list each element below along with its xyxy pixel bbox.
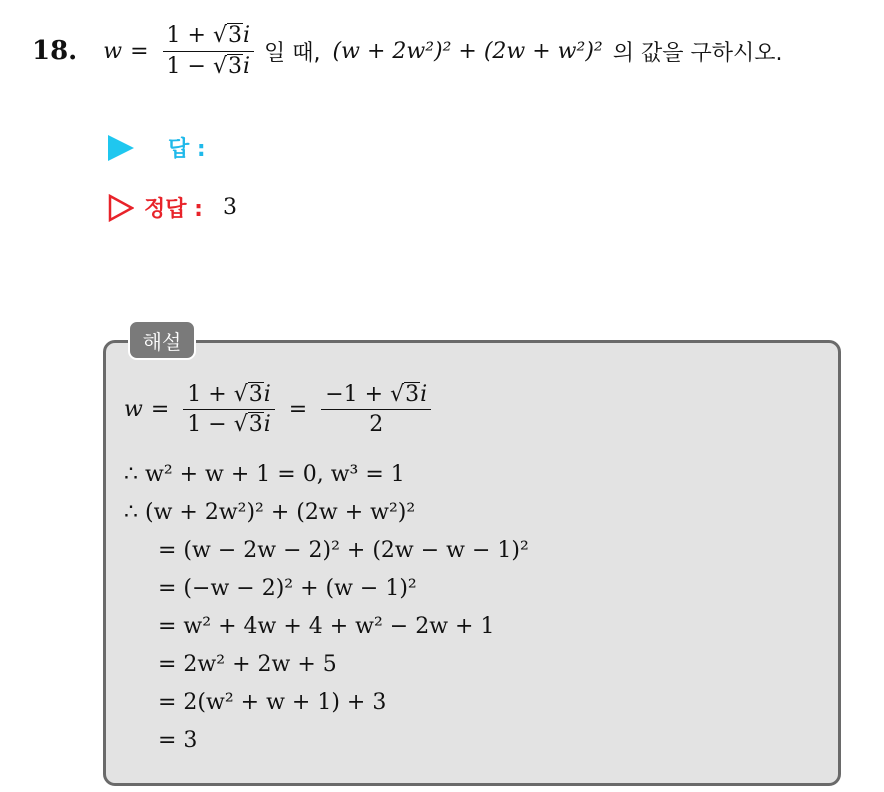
solution-line-3: ∴ (w + 2w²)² + (2w + w²)² <box>124 500 416 525</box>
problem-expression: (w + 2w²)² + (2w + w²)² <box>332 38 603 64</box>
fraction-numerator <box>183 382 275 410</box>
fraction-denominator: 2 <box>369 412 384 438</box>
radicand: 3 <box>248 382 263 407</box>
solution-line-9: = 3 <box>158 728 198 753</box>
correct-answer-label: 정답 : <box>144 197 203 222</box>
numerator-text: 1 + <box>187 382 227 407</box>
solution-tag: 해설 <box>128 320 196 360</box>
problem-equals: = <box>130 38 149 64</box>
fraction-numerator <box>163 23 255 51</box>
imag-unit: i <box>242 53 251 79</box>
outline-arrow-icon <box>108 194 134 222</box>
problem-number: 18. <box>32 36 78 66</box>
sqrt-symbol: √ 3 <box>233 382 263 407</box>
solution-line-2: ∴ w² + w + 1 = 0, w³ = 1 <box>124 462 405 487</box>
problem-tail: 의 값을 구하시오. <box>612 40 783 66</box>
imag-unit: i <box>242 23 251 49</box>
numerator-text: −1 + <box>325 382 384 408</box>
denominator-text: 1 − <box>187 412 227 438</box>
solution-line-5: = (−w − 2)² + (w − 1)² <box>158 576 417 601</box>
answer-label: 답 : <box>168 137 206 162</box>
problem-fraction <box>163 23 255 78</box>
sqrt-symbol: √ 3 <box>233 412 263 438</box>
fraction-denominator <box>183 410 275 437</box>
radicand: 3 <box>227 53 242 79</box>
solution-fraction-2 <box>321 382 431 437</box>
sqrt-symbol: √ 3 <box>390 382 420 408</box>
sqrt-symbol: √ 3 <box>212 23 242 49</box>
solution-line-4: = (w − 2w − 2)² + (2w − w − 1)² <box>158 538 529 563</box>
solution-variable: w <box>124 397 143 423</box>
radicand: 3 <box>248 412 263 438</box>
correct-answer-value: 3 <box>222 195 237 220</box>
play-arrow-icon <box>108 135 134 161</box>
solution-equals: = <box>288 397 308 423</box>
problem-statement <box>32 16 782 86</box>
solution-line-1 <box>124 382 437 437</box>
solution-equals: = <box>150 397 170 423</box>
solution-line-6: = w² + 4w + 4 + w² − 2w + 1 <box>158 614 495 639</box>
numerator-text: 1 + <box>166 23 206 49</box>
radicand: 3 <box>405 382 420 408</box>
imag-unit: i <box>263 382 271 407</box>
radicand: 3 <box>227 23 242 49</box>
problem-variable: w <box>103 38 123 64</box>
imag-unit: i <box>420 382 428 408</box>
solution-line-7: = 2w² + 2w + 5 <box>158 652 337 677</box>
solution-fraction-1 <box>183 382 275 437</box>
correct-answer-row <box>108 192 237 223</box>
fraction-numerator <box>321 382 431 410</box>
solution-line-8: = 2(w² + w + 1) + 3 <box>158 690 387 715</box>
sqrt-symbol: √ 3 <box>212 53 242 79</box>
denominator-text: 1 − <box>166 53 206 79</box>
fraction-denominator <box>163 52 255 79</box>
problem-condition: 일 때, <box>264 40 321 66</box>
imag-unit: i <box>263 412 271 438</box>
answer-row <box>108 132 220 163</box>
